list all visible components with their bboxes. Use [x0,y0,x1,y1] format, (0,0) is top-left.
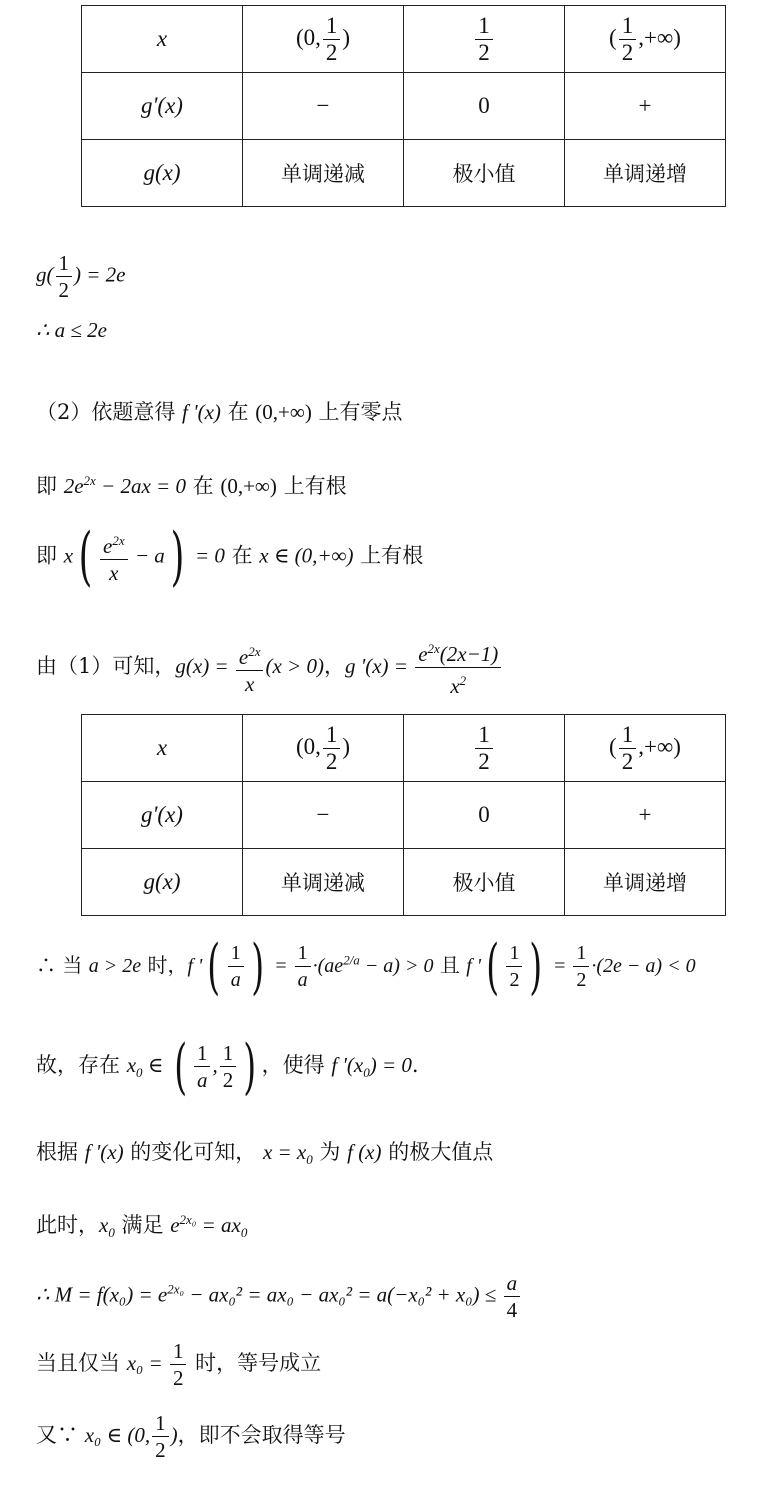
table-row [82,782,726,849]
table-cell: 单调递减 [243,140,404,207]
table-cell: − [243,782,404,849]
conclusion-a-range: ∴ a ≤ 2e [36,318,107,342]
table-cell: ( $\frac{1}{2}$ ,+∞) [565,715,726,782]
equation-g-half: g( $\frac{1}{2}$ ) = 2e [36,251,126,302]
table-cell: 单调递减 [243,849,404,916]
table-cell: 单调递增 [565,849,726,916]
variation-table-1 [81,5,726,207]
table-cell: 极小值 [404,140,565,207]
table-cell: (0, $\frac{1}{2}$ ) [243,715,404,782]
final-remark: 又∵ x₀ ∈ (0, $\frac{1}{2}$ )，即不会取得等号 [36,1411,346,1462]
table-row [82,849,726,916]
table-cell: + [565,73,726,140]
part2-statement: （2）依题意得 f '(x) 在 (0,+∞) 上有零点 [36,400,403,424]
table-cell: 0 [404,73,565,140]
table-cell: x [82,715,243,782]
equality-condition: 当且仅当 x₀ = $\frac{1}{2}$ 时，等号成立 [36,1339,322,1390]
table-cell: − [243,73,404,140]
table-cell: g'(x) [82,73,243,140]
table-row [82,140,726,207]
table-cell: g'(x) [82,782,243,849]
table-row [82,6,726,73]
table-cell: g(x) [82,849,243,916]
table-row [82,715,726,782]
g-definition: 由（1）可知，g(x) = $\frac{e^{2x}}{x}$ (x > 0)，g '(x) = $\frac{e^{2x}(2x-1)}{x^2}$ [36,636,503,699]
table-cell: 单调递增 [565,140,726,207]
table-cell: x [82,6,243,73]
maximum-bound: ∴ $M = f(x_0) = e^{2x_0} - ax_0^2 = ax_0 - ax_0^2 = a(-x_0^2 + x_0)$ ≤ $\frac{a}{4}$ [36,1270,522,1323]
existence-statement: 故，存在 $x_0$ ∈ ( $\frac{1}{a}$ , $\frac{1}{2}$ ) ，使得 f '$(x_0) = 0$. [36,1031,419,1102]
table-cell: 极小值 [404,849,565,916]
x0-condition: 此时，$x_0$ 满足 $e^{2x_0} = ax_0$ [36,1212,248,1241]
table-cell: 0 [404,782,565,849]
table-cell: (0, $\frac{1}{2}$ ) [243,6,404,73]
table-row [82,73,726,140]
table-cell: $\frac{1}{2}$ [404,6,565,73]
table-cell: ( $\frac{1}{2}$ ,+∞) [565,6,726,73]
root-equation: 即 $2e^{2x} - 2ax = 0$ 在 (0,+∞) 上有根 [36,473,347,498]
table-cell: $\frac{1}{2}$ [404,715,565,782]
derivative-sign-check: ∴ 当 a > 2e 时，f '( $\frac{1}{a}$ ) = $\frac{1}{a}$ $\cdot(ae^{2/a} - a) > 0$ 且 f '( $\frac{1}{2}$ ) = $\frac{1}{2}$ ·(2e − a) < 0 [36,931,696,1002]
table-cell: + [565,782,726,849]
variation-table-2 [81,714,726,916]
max-point-statement: 根据 f '(x) 的变化可知， $x = x_0$ 为 f (x) 的极大值点 [36,1140,494,1168]
table-cell: g(x) [82,140,243,207]
factored-equation: 即 x( $\frac{e^{2x}}{x}$ − a) = 0 在 x ∈ (0,+∞) 上有根 [36,520,424,594]
